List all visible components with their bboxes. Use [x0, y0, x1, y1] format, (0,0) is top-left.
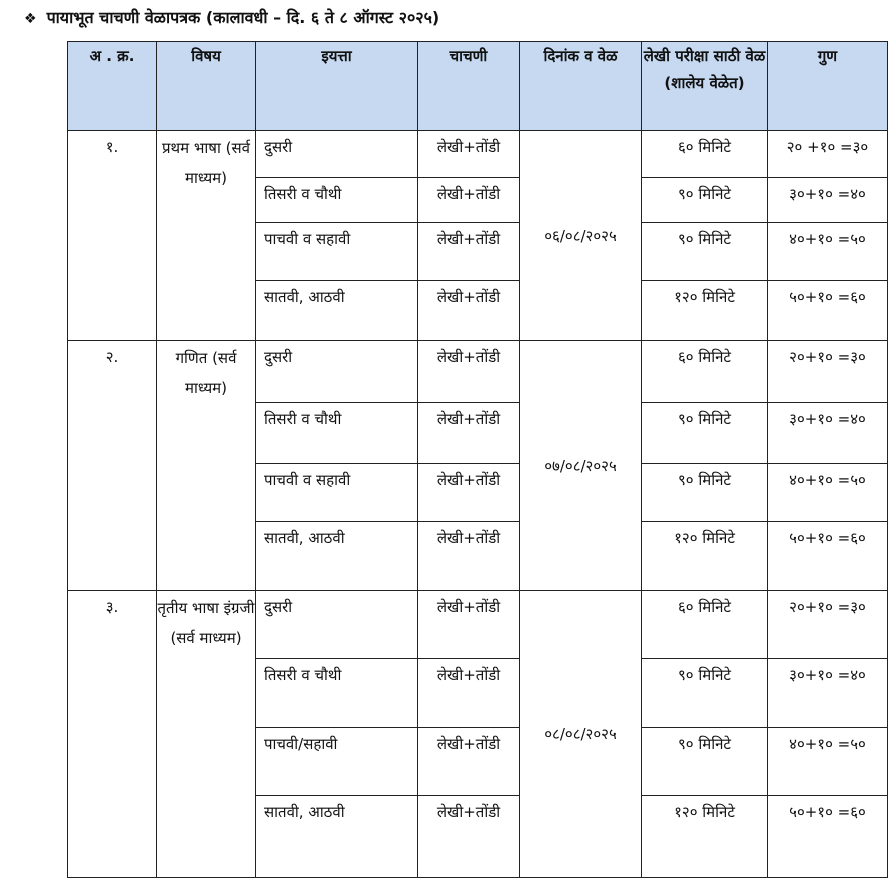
header-test: चाचणी	[418, 42, 520, 131]
header-duration: लेखी परीक्षा साठी वेळ (शालेय वेळेत)	[642, 42, 768, 131]
standard-cell: पाचवी/सहावी	[256, 728, 418, 796]
standard-cell: पाचवी व सहावी	[256, 223, 418, 281]
timetable	[67, 41, 888, 878]
marks-cell: ४०+१० =५०	[768, 223, 888, 281]
marks-cell: ३०+१० =४०	[768, 178, 888, 223]
standard-cell: पाचवी व सहावी	[256, 464, 418, 522]
marks-cell: ४०+१० =५०	[768, 728, 888, 796]
marks-cell: ५०+१० =६०	[768, 796, 888, 878]
duration-cell: ६० मिनिटे	[642, 131, 768, 178]
standard-cell: तिसरी व चौथी	[256, 178, 418, 223]
standard-cell: दुसरी	[256, 591, 418, 659]
date-cell: ०७/०८/२०२५	[520, 341, 642, 591]
test-type-cell: लेखी+तोंडी	[418, 131, 520, 178]
duration-cell: ९० मिनिटे	[642, 464, 768, 522]
duration-cell: १२० मिनिटे	[642, 522, 768, 591]
test-type-cell: लेखी+तोंडी	[418, 178, 520, 223]
marks-cell: २० +१० =३०	[768, 131, 888, 178]
duration-cell: ९० मिनिटे	[642, 403, 768, 464]
test-type-cell: लेखी+तोंडी	[418, 522, 520, 591]
serial-number: ३.	[68, 591, 157, 878]
duration-cell: १२० मिनिटे	[642, 796, 768, 878]
marks-cell: ५०+१० =६०	[768, 522, 888, 591]
duration-cell: ९० मिनिटे	[642, 178, 768, 223]
header-marks: गुण	[768, 42, 888, 131]
duration-cell: ६० मिनिटे	[642, 591, 768, 659]
marks-cell: ४०+१० =५०	[768, 464, 888, 522]
standard-cell: सातवी, आठवी	[256, 281, 418, 341]
serial-number: १.	[68, 131, 157, 341]
test-type-cell: लेखी+तोंडी	[418, 281, 520, 341]
subject-cell: प्रथम भाषा (सर्व माध्यम)	[157, 131, 256, 341]
marks-cell: ३०+१० =४०	[768, 403, 888, 464]
marks-cell: २०+१० =३०	[768, 341, 888, 403]
standard-cell: दुसरी	[256, 131, 418, 178]
table-row	[68, 591, 888, 659]
document-title	[24, 6, 439, 28]
diamond-bullet-icon: ❖	[24, 11, 37, 27]
serial-number: २.	[68, 341, 157, 591]
duration-cell: ६० मिनिटे	[642, 341, 768, 403]
test-type-cell: लेखी+तोंडी	[418, 223, 520, 281]
test-type-cell: लेखी+तोंडी	[418, 591, 520, 659]
marks-cell: ३०+१० =४०	[768, 659, 888, 728]
date-cell: ०६/०८/२०२५	[520, 131, 642, 341]
test-type-cell: लेखी+तोंडी	[418, 464, 520, 522]
title-text: पायाभूत चाचणी वेळापत्रक (कालावधी – दि. ६ ते ८ ऑगस्ट २०२५)	[46, 8, 440, 27]
subject-cell: तृतीय भाषा इंग्रजी (सर्व माध्यम)	[157, 591, 256, 878]
test-type-cell: लेखी+तोंडी	[418, 728, 520, 796]
duration-cell: १२० मिनिटे	[642, 281, 768, 341]
date-cell: ०८/०८/२०२५	[520, 591, 642, 878]
subject-cell: गणित (सर्व माध्यम)	[157, 341, 256, 591]
duration-cell: ९० मिनिटे	[642, 659, 768, 728]
marks-cell: २०+१० =३०	[768, 591, 888, 659]
test-type-cell: लेखी+तोंडी	[418, 796, 520, 878]
test-type-cell: लेखी+तोंडी	[418, 403, 520, 464]
header-standard: इयत्ता	[256, 42, 418, 131]
duration-cell: ९० मिनिटे	[642, 728, 768, 796]
header-date: दिनांक व वेळ	[520, 42, 642, 131]
test-type-cell: लेखी+तोंडी	[418, 659, 520, 728]
marks-cell: ५०+१० =६०	[768, 281, 888, 341]
standard-cell: दुसरी	[256, 341, 418, 403]
standard-cell: सातवी, आठवी	[256, 522, 418, 591]
standard-cell: सातवी, आठवी	[256, 796, 418, 878]
standard-cell: तिसरी व चौथी	[256, 403, 418, 464]
table-row	[68, 131, 888, 178]
header-subject: विषय	[157, 42, 256, 131]
duration-cell: ९० मिनिटे	[642, 223, 768, 281]
header-serial: अ . क्र.	[68, 42, 157, 131]
test-type-cell: लेखी+तोंडी	[418, 341, 520, 403]
standard-cell: तिसरी व चौथी	[256, 659, 418, 728]
table-row	[68, 341, 888, 403]
header-row	[68, 42, 888, 131]
